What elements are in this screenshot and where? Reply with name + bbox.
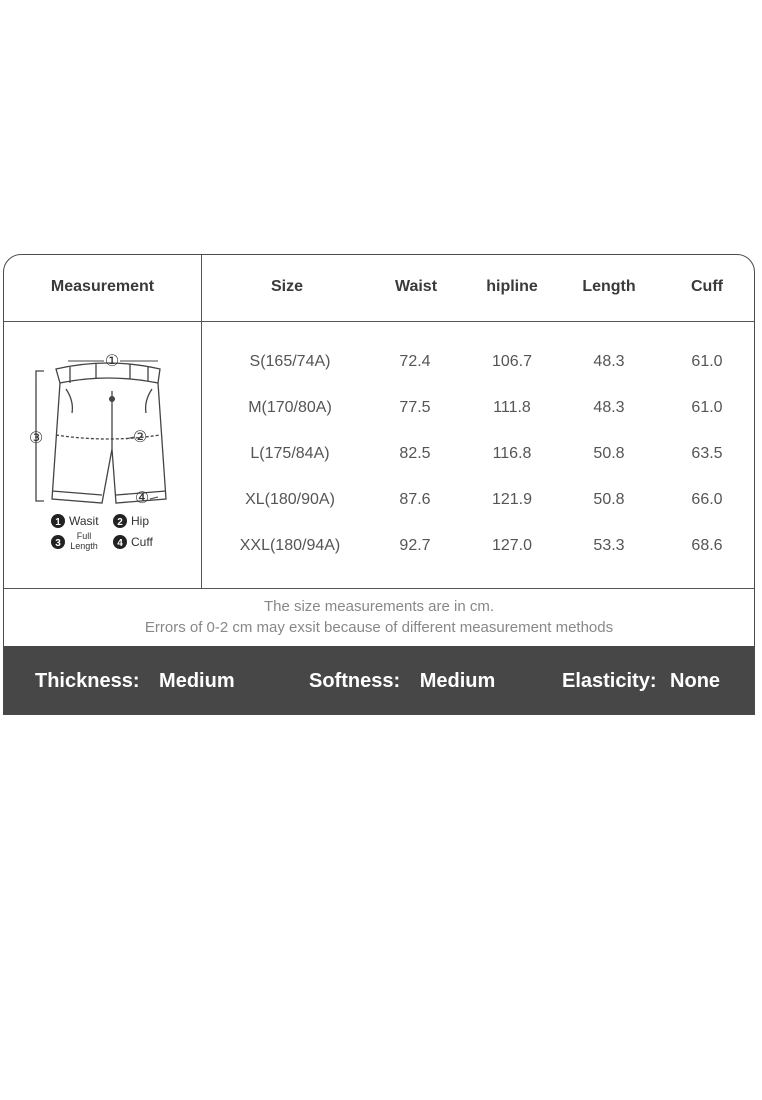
- fabric-attributes-bar: [4, 646, 754, 715]
- cell-size: L(175/84A): [250, 445, 330, 462]
- marker-2: ②: [132, 427, 148, 446]
- header-measurement: Measurement: [50, 278, 155, 295]
- legend-label-cuff: Cuff: [131, 535, 153, 549]
- table-header: [4, 255, 754, 322]
- header-cuff: Cuff: [691, 278, 723, 295]
- size-rows: [202, 321, 755, 587]
- table-row: [202, 385, 755, 431]
- cell-hipline: 116.8: [492, 445, 532, 462]
- shorts-measurement-diagram: [8, 331, 198, 581]
- cell-hipline: 127.0: [491, 537, 533, 554]
- cell-cuff: 63.5: [691, 445, 723, 462]
- attr-softness-label: Softness:: [309, 670, 401, 692]
- cell-waist: 92.7: [399, 537, 431, 554]
- note-units: The size measurements are in cm.: [263, 598, 495, 615]
- table-row: [202, 431, 755, 477]
- legend-num-1: 1: [55, 517, 61, 528]
- cell-hipline: 121.9: [491, 491, 533, 508]
- cell-hipline: 111.8: [493, 399, 531, 416]
- attr-thickness-value: Medium: [159, 670, 235, 692]
- attr-elasticity-label: Elasticity:: [562, 670, 657, 692]
- cell-waist: 82.5: [399, 445, 431, 462]
- cell-cuff: 61.0: [691, 399, 723, 416]
- cell-size: XL(180/90A): [245, 491, 335, 508]
- attr-thickness-label: Thickness:: [35, 670, 140, 692]
- attr-elasticity: [562, 646, 720, 715]
- cell-size: S(165/74A): [249, 353, 331, 370]
- cell-length: 48.3: [593, 353, 625, 370]
- shorts-illustration: [8, 331, 198, 581]
- legend-num-2: 2: [117, 517, 123, 528]
- measurement-notes: [4, 589, 754, 645]
- cell-length: 50.8: [593, 445, 625, 462]
- header-hipline: hipline: [486, 278, 538, 295]
- cell-cuff: 68.6: [691, 537, 723, 554]
- legend-num-3: 3: [55, 538, 61, 549]
- cell-size: XXL(180/94A): [239, 537, 341, 554]
- cell-cuff: 66.0: [691, 491, 723, 508]
- cell-size: M(170/80A): [248, 399, 332, 416]
- table-row: [202, 477, 755, 523]
- attr-thickness: [35, 646, 235, 715]
- marker-4: ④: [134, 488, 150, 507]
- cell-waist: 87.6: [399, 491, 431, 508]
- legend-label-waist: Wasit: [69, 514, 99, 528]
- legend-label-full-length: Full Length: [70, 531, 98, 551]
- header-length: Length: [582, 278, 636, 295]
- marker-3: ③: [28, 428, 44, 447]
- table-row: [202, 339, 755, 385]
- legend-label-hip: Hip: [131, 514, 150, 528]
- cell-waist: 77.5: [399, 399, 431, 416]
- cell-cuff: 61.0: [691, 353, 723, 370]
- size-chart-card: [3, 254, 755, 715]
- attr-softness-value: Medium: [419, 670, 496, 692]
- header-waist: Waist: [394, 278, 438, 295]
- table-row: [202, 523, 755, 569]
- header-size: Size: [270, 278, 303, 295]
- cell-length: 50.8: [593, 491, 625, 508]
- cell-length: 48.3: [593, 399, 625, 416]
- note-errors: Errors of 0-2 cm may exsit because of different measurement methods: [144, 619, 614, 636]
- cell-hipline: 106.7: [491, 353, 533, 370]
- cell-length: 53.3: [593, 537, 625, 554]
- marker-1: ①: [104, 351, 120, 370]
- legend-num-4: 4: [117, 538, 123, 549]
- attr-softness: [309, 646, 495, 715]
- attr-elasticity-value: None: [670, 670, 721, 692]
- cell-waist: 72.4: [399, 353, 431, 370]
